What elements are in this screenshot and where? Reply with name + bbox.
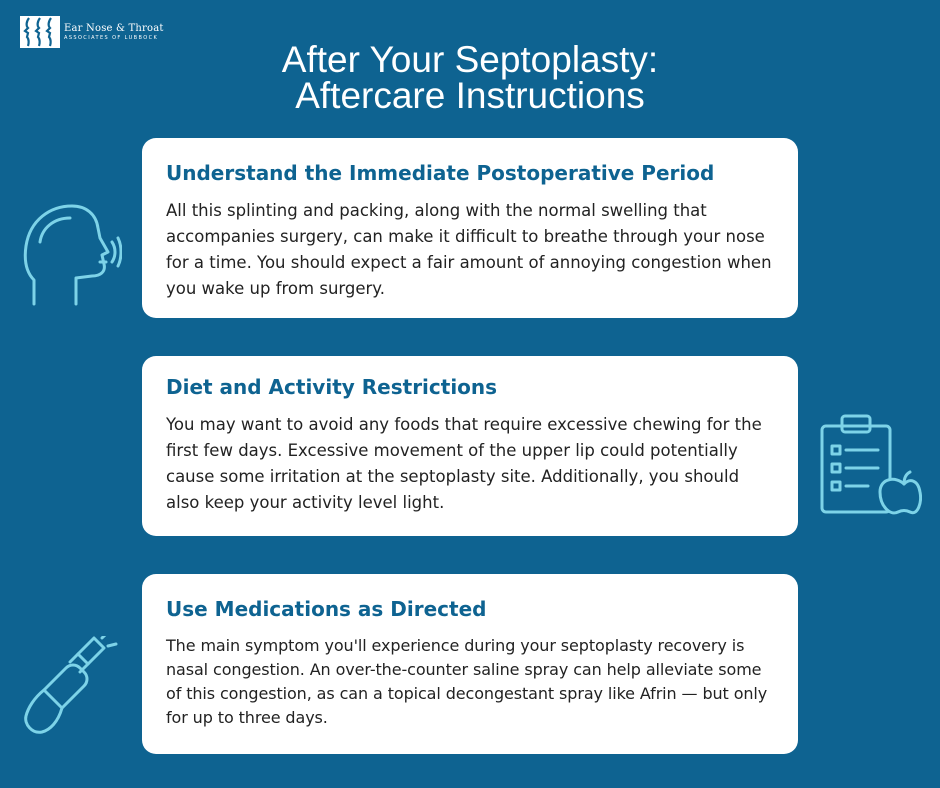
- card-body: You may want to avoid any foods that require excessive chewing for the first few days. Excessive movement of the upper lip could potentially cause some irritation at the septoplasty site. Additionally, you should also keep your activity level light.: [166, 415, 762, 512]
- card-title: Use Medications as Directed: [166, 597, 487, 621]
- card-title: Diet and Activity Restrictions: [166, 375, 498, 399]
- page-title-line1: After Your Septoplasty:: [281, 39, 659, 80]
- card-postoperative-period: [142, 138, 798, 318]
- card-body: All this splinting and packing, along with the normal swelling that accompanies surgery, can make it difficult to breathe through your nose for a time. You should expect a fair amount of annoying congestion when you wake up from surgery.: [166, 201, 772, 298]
- clipboard-apple-icon: [818, 412, 922, 516]
- card-body: The main symptom you'll experience during your septoplasty recovery is nasal congestion. An over-the-counter saline spray can help alleviate some of this congestion, as can a topical decongestant spray like Afrin — but only for up to three days.: [166, 636, 768, 727]
- card-title: Understand the Immediate Postoperative Period: [166, 161, 715, 185]
- logo-subtitle: ASSOCIATES OF LUBBOCK: [64, 34, 159, 41]
- card-diet-activity: [142, 356, 798, 536]
- page-title-line2: Aftercare Instructions: [295, 75, 645, 116]
- nasal-spray-icon: [20, 636, 124, 740]
- logo-name: Ear Nose & Throat: [64, 22, 164, 34]
- card-medications: [142, 574, 798, 754]
- page-title: [0, 39, 940, 116]
- head-breathing-icon: [22, 202, 122, 308]
